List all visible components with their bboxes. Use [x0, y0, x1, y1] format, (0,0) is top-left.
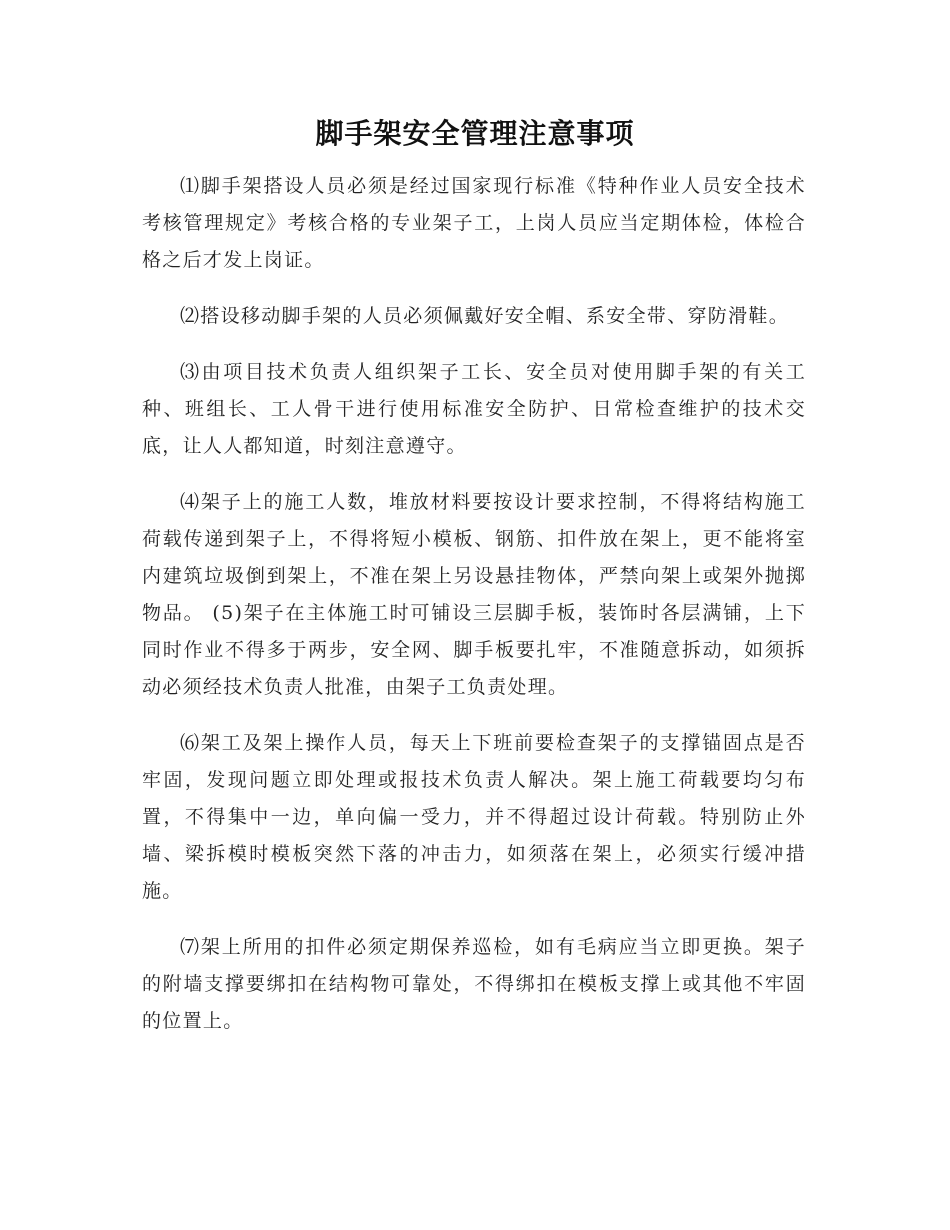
paragraph-6: ⑺架上所用的扣件必须定期保养巡检，如有毛病应当立即更换。架子的附墙支撑要绑扣在结构物可靠处，不得绑扣在模板支撑上或其他不牢固的位置上。	[142, 936, 806, 1032]
paragraph-3: ⑶由项目技术负责人组织架子工长、安全员对使用脚手架的有关工种、班组长、工人骨干进行使用标准安全防护、日常检查维护的技术交底，让人人都知道，时刻注意遵守。	[142, 361, 806, 457]
paragraph-5: ⑹架工及架上操作人员，每天上下班前要检查架子的支撑锚固点是否牢固，发现问题立即处理或报技术负责人解决。架上施工荷载要均匀布置，不得集中一边，单向偏一受力，并不得超过设计荷载。特别防止外墙、梁拆模时模板突然下落的冲击力，如须落在架上，必须实行缓冲措施。	[142, 732, 806, 902]
document-title: 脚手架安全管理注意事项	[315, 117, 635, 150]
paragraph-2: ⑵搭设移动脚手架的人员必须佩戴好安全帽、系安全带、穿防滑鞋。	[180, 305, 790, 327]
paragraph-4: ⑷架子上的施工人数，堆放材料要按设计要求控制，不得将结构施工荷载传递到架子上，不得将短小模板、钢筋、扣件放在架上，更不能将室内建筑垃圾倒到架上，不准在架上另设悬挂物体，严禁向架上或架外抛掷物品。 (5)架子在主体施工时可铺设三层脚手板，装饰时各层满铺，上下同时作业不得多于两步，安全网、脚手板要扎牢，不准随意拆动，如须拆动必须经技术负责人批准，由架子工负责处理。	[142, 491, 806, 698]
document-body	[142, 168, 806, 1059]
paragraph-1: ⑴脚手架搭设人员必须是经过国家现行标准《特种作业人员安全技术考核管理规定》考核合格的专业架子工，上岗人员应当定期体检，体检合格之后才发上岗证。	[142, 175, 806, 271]
